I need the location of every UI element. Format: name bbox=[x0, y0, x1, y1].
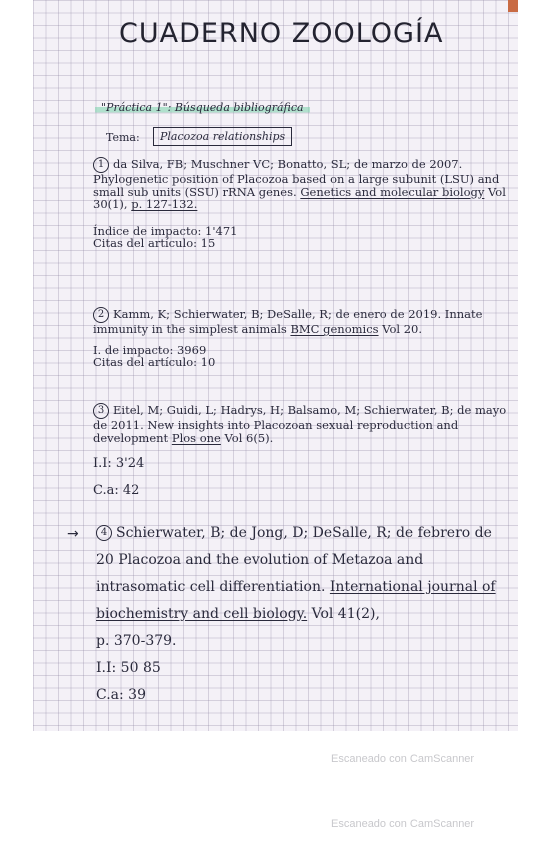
tema-value: Placozoa relationships bbox=[153, 127, 292, 146]
impact-factor: I.I: 50 85 bbox=[96, 660, 161, 676]
reference-number: 4 bbox=[96, 525, 112, 541]
impact-factor: I.I: 3'24 bbox=[93, 456, 145, 471]
reference-journal: International journal of biochemistry and cell biology. bbox=[96, 579, 496, 622]
reference-2 bbox=[93, 307, 513, 369]
tema-label: Tema: bbox=[106, 131, 140, 144]
reference-pages: p. 370-379. bbox=[96, 633, 177, 649]
impact-factor: Índice de impacto: 1'471 bbox=[93, 223, 238, 238]
impact-factor: I. de impacto: 3969 bbox=[93, 342, 207, 357]
citation-count: C.a: 42 bbox=[93, 482, 140, 498]
reference-pages: p. 127-132. bbox=[131, 197, 198, 211]
reference-journal: Plos one bbox=[171, 430, 221, 445]
reference-journal: BMC genomics bbox=[290, 322, 379, 336]
reference-volume: Vol 41(2), bbox=[311, 606, 380, 622]
scanner-watermark: Escaneado con CamScanner bbox=[331, 753, 475, 765]
reference-volume: Vol 20. bbox=[382, 322, 422, 336]
practice-subtitle: "Práctica 1": Búsqueda bibliográfica bbox=[95, 101, 310, 114]
reference-citation: Eitel, M; Guidi, L; Hadrys, H; Balsamo, M; Schierwater, B; de mayo de 2011. New insights into Placozoan sexual reproduction and development bbox=[93, 403, 507, 445]
reference-4 bbox=[96, 520, 514, 709]
reference-citation: Schierwater, B; de Jong, D; DeSalle, R; de febrero de 20 Placozoa and the evolution of Metazoa and intrasomatic cell differentiation. bbox=[96, 525, 492, 595]
reference-volume: Vol 6(5). bbox=[224, 430, 274, 445]
reference-number: 1 bbox=[93, 157, 109, 173]
page-title: CUADERNO ZOOLOGÍA bbox=[119, 18, 444, 49]
reference-number: 3 bbox=[93, 403, 109, 419]
reference-citation: da Silva, FB; Muschner VC; Bonatto, SL; de marzo de 2007. Phylogenetic position of Placozoa based on a large subunit (LSU) and small sub units (SSU) rRNA genes. bbox=[93, 157, 500, 199]
arrow-icon: → bbox=[67, 526, 79, 542]
reference-3 bbox=[93, 403, 513, 497]
reference-journal: Genetics and molecular biology bbox=[300, 184, 485, 199]
reference-volume: Vol 30(1), bbox=[93, 184, 506, 211]
reference-citation: Kamm, K; Schierwater, B; DeSalle, R; de enero de 2019. Innate immunity in the simplest animals bbox=[93, 307, 483, 336]
citation-count: Citas del artículo: 15 bbox=[93, 236, 216, 250]
notebook-page bbox=[33, 0, 518, 731]
scanner-watermark: Escaneado con CamScanner bbox=[331, 818, 475, 830]
reference-1 bbox=[93, 157, 513, 250]
citation-count: C.a: 39 bbox=[96, 687, 146, 703]
page-corner bbox=[508, 0, 518, 12]
reference-number: 2 bbox=[93, 307, 109, 323]
citation-count: Citas del artículo: 10 bbox=[93, 355, 216, 369]
